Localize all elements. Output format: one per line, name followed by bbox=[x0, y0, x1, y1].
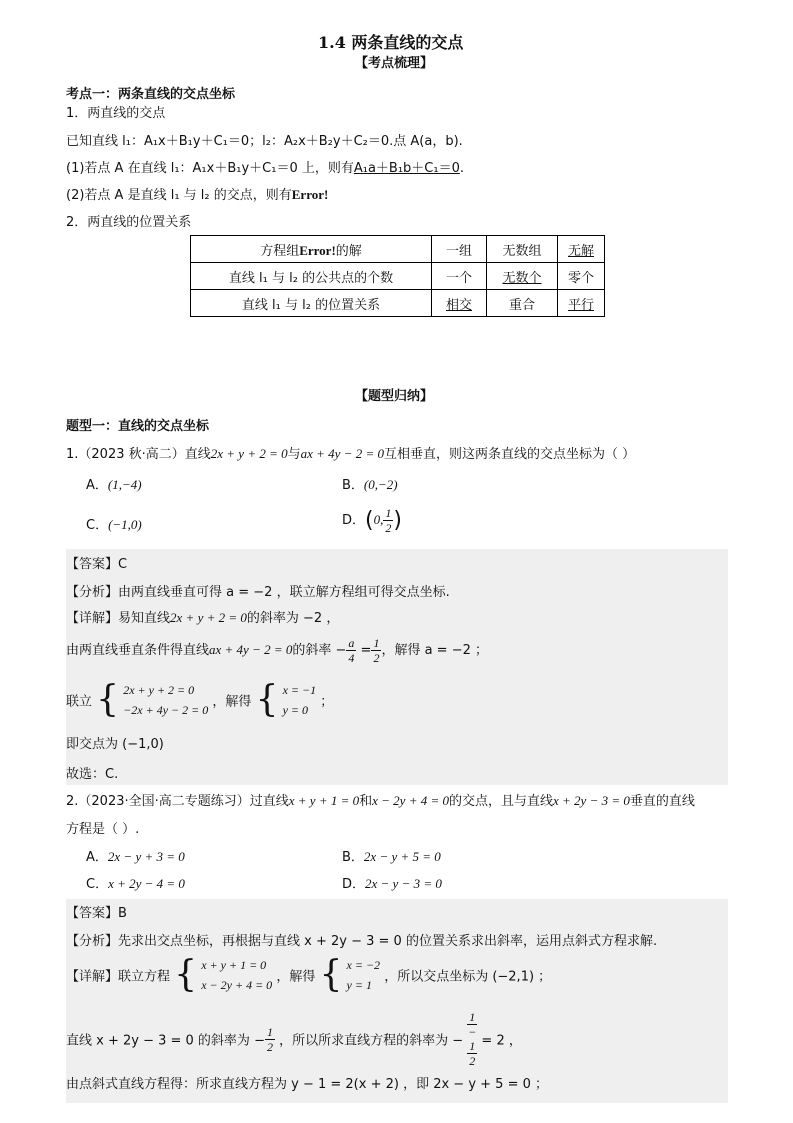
option-c: C．(−1,0) bbox=[86, 517, 142, 533]
option-b: B．(0,−2) bbox=[342, 477, 398, 493]
detail-line: 由两直线垂直条件得直线ax + 4y − 2 = 0的斜率 − $\frac{a}{4}$ = $\frac{1}{2}$ ，解得 a = −2 ； bbox=[66, 636, 489, 665]
table-cell: 直线 l₁ 与 l₂ 的位置关系 bbox=[191, 290, 432, 317]
analysis-line: 【分析】由两直线垂直可得 a = −2 ，联立解方程组可得交点坐标. bbox=[66, 585, 450, 600]
relation-table bbox=[190, 235, 605, 317]
table-row bbox=[191, 236, 605, 263]
table-row bbox=[191, 290, 605, 317]
option-c: C．x + 2y − 4 = 0 bbox=[86, 876, 185, 892]
table-cell: 一组 bbox=[432, 236, 487, 263]
option-a: A．2x − y + 3 = 0 bbox=[86, 849, 185, 865]
option-a: A．(1,−4) bbox=[86, 477, 142, 493]
page-title: 1.4 两条直线的交点 bbox=[318, 33, 464, 52]
table-cell: 无解 bbox=[558, 236, 605, 263]
detail-line: 故选：C. bbox=[66, 767, 119, 782]
section-heading: 【题型归纳】 bbox=[355, 389, 434, 404]
option-d: D．2x − y − 3 = 0 bbox=[342, 876, 442, 892]
item-title: 1．两直线的交点 bbox=[66, 106, 166, 121]
option-b: B．2x − y + 5 = 0 bbox=[342, 849, 441, 865]
detail-line: 【详解】联立方程 { x + y + 1 = 0 x − 2y + 4 = 0 ，解得 { x = −2 y = 1 ，所以交点坐标为 (−2,1) ； bbox=[66, 954, 552, 995]
item-title: 2．两直线的位置关系 bbox=[66, 215, 192, 230]
text-fragment: (1)若点 A 在直线 l₁：A₁x＋B₁y＋C₁＝0 上，则有 bbox=[66, 161, 354, 176]
analysis-line: 【分析】先求出交点坐标，再根据与直线 x + 2y − 3 = 0 的位置关系求出斜率，运用点斜式方程求解. bbox=[66, 934, 658, 949]
table-cell: 重合 bbox=[487, 290, 558, 317]
underlined-answer: A₁a＋B₁b＋C₁＝0 bbox=[353, 161, 460, 176]
option-d: D．(0, $\frac{1}{2}$ ) bbox=[342, 506, 402, 535]
detail-line: 即交点为 (−1,0) bbox=[66, 737, 164, 752]
text-fragment: (2)若点 A 是直线 l₁ 与 l₂ 的交点，则有 bbox=[66, 188, 292, 203]
section-subtitle: 【考点梳理】 bbox=[355, 56, 434, 71]
answer-line: 【答案】B bbox=[66, 906, 127, 921]
table-row bbox=[191, 263, 605, 290]
table-cell: 相交 bbox=[432, 290, 487, 317]
type-heading: 题型一：直线的交点坐标 bbox=[66, 419, 210, 434]
table-cell: 方程组Error!的解 bbox=[191, 236, 432, 263]
table-cell: 一个 bbox=[432, 263, 487, 290]
topic-heading: 考点一：两条直线的交点坐标 bbox=[66, 87, 236, 102]
question-stem: 1.（2023 秋·高二）直线2x + y + 2 = 0与ax + 4y − 2 = 0互相垂直，则这两条直线的交点坐标为（ ） bbox=[66, 446, 636, 462]
question-stem: 2.（2023·全国·高二专题练习）过直线x + y + 1 = 0和x − 2y + 4 = 0的交点，且与直线x + 2y − 3 = 0垂直的直线 bbox=[66, 793, 695, 809]
table-cell: 无数个 bbox=[487, 263, 558, 290]
question-stem-cont: 方程是（ ）. bbox=[66, 822, 140, 837]
text-line bbox=[66, 184, 328, 203]
table-cell: 直线 l₁ 与 l₂ 的公共点的个数 bbox=[191, 263, 432, 290]
table-cell: 平行 bbox=[558, 290, 605, 317]
detail-line: 由点斜式直线方程得：所求直线方程为 y − 1 = 2(x + 2) ，即 2x − y + 5 = 0 ； bbox=[66, 1077, 549, 1092]
error-placeholder: Error! bbox=[291, 187, 329, 202]
table-cell: 零个 bbox=[558, 263, 605, 290]
detail-line: 直线 x + 2y − 3 = 0 的斜率为 − $\frac{1}{2}$ ，所以所求直线方程的斜率为 − 1 − $\frac{1}{2}$ = 2 ， bbox=[66, 1010, 522, 1068]
table-cell: 无数组 bbox=[487, 236, 558, 263]
text-fragment: . bbox=[459, 161, 464, 176]
text-line: 已知直线 l₁：A₁x＋B₁y＋C₁＝0；l₂：A₂x＋B₂y＋C₂＝0.点 A(a，b). bbox=[66, 134, 463, 149]
detail-line: 联立 { 2x + y + 2 = 0 −2x + 4y − 2 = 0 ，解得 { x = −1 y = 0 ； bbox=[66, 679, 334, 720]
text-line bbox=[66, 157, 464, 176]
answer-line: 【答案】C bbox=[66, 557, 128, 572]
detail-line: 【详解】易知直线2x + y + 2 = 0的斜率为 −2 ， bbox=[66, 610, 340, 626]
